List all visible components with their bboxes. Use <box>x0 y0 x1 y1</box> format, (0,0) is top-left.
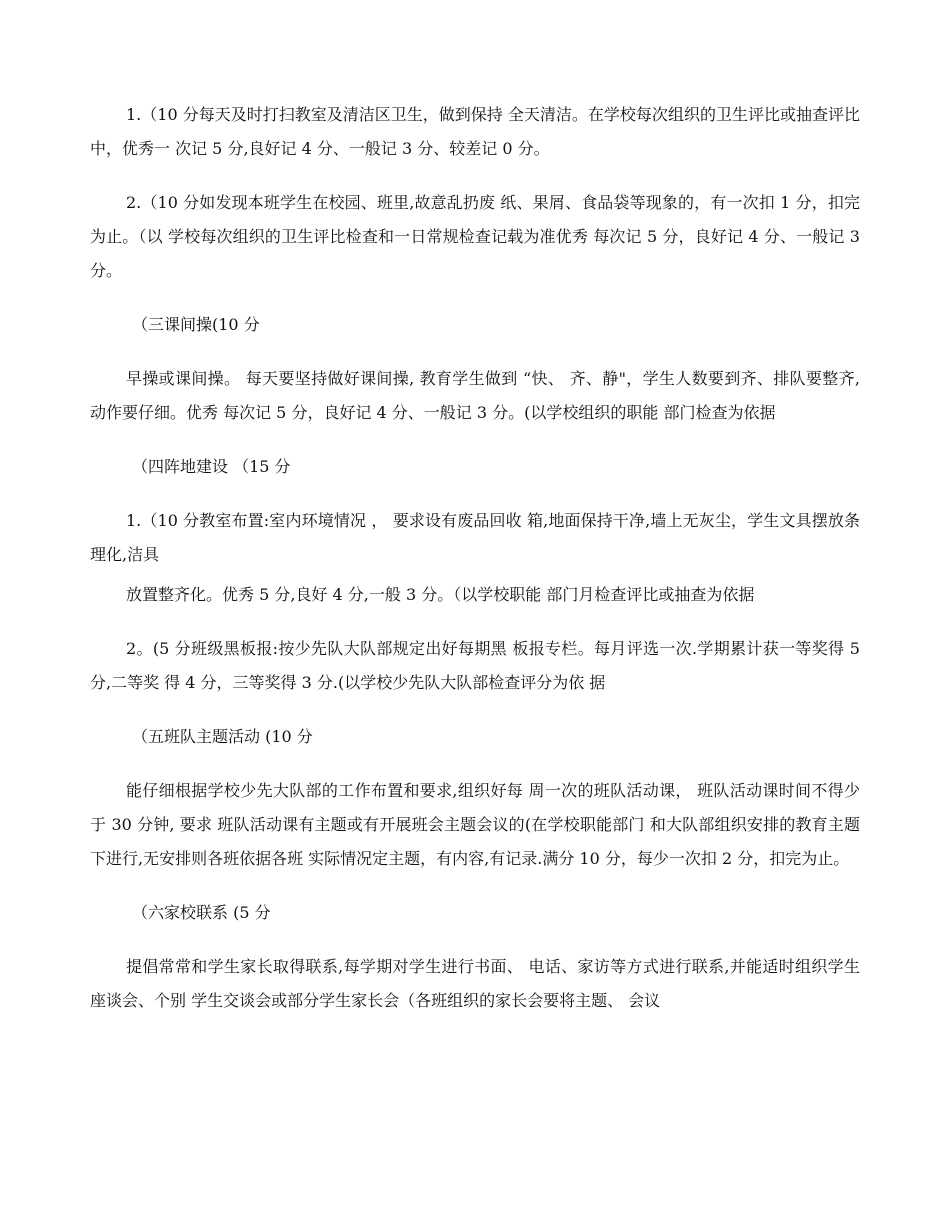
paragraph-blackboard: 2。(5 分班级黑板报:按少先队大队部规定出好每期黑 板报专栏。每月评选一次.学期累计获一等奖得 5 分,二等奖 得 4 分，三等奖得 3 分.(以学校少先队大队部检查评分为依 据 <box>90 639 860 692</box>
paragraph-classroom-layout: 1.（10 分教室布置:室内环境情况 ， 要求设有废品回收 箱,地面保持干净,墙上无灰尘，学生文具摆放条理化,洁具 <box>90 511 860 564</box>
paragraph-class-activity: 能仔细根据学校少先大队部的工作布置和要求,组织好每 周一次的班队活动课， 班队活动课时间不得少于 30 分钟, 要求 班队活动课有主题或有开展班会主题会议的(在学校职能部门 和大队部组织安排的教育主题下进行,无安排则各班依据各班 实际情况定主题，有内容,有记录.满分 10 分，每少一次扣 2 分，扣完为止。 <box>90 781 860 868</box>
paragraph-sanitation-1: 1.（10 分每天及时打扫教室及清洁区卫生，做到保持 全天清洁。在学校每次组织的卫生评比或抽查评比中，优秀一 次记 5 分,良好记 4 分、一般记 3 分、较差记 0 分。 <box>90 105 860 158</box>
section-heading-exercise: （三课间操(10 分 <box>132 315 260 334</box>
paragraph-classroom-scoring: 放置整齐化。优秀 5 分,良好 4 分,一般 3 分。（以学校职能 部门月检查评比或抽查为依据 <box>126 585 755 604</box>
paragraph-sanitation-2: 2.（10 分如发现本班学生在校园、班里,故意乱扔废 纸、果屑、食品袋等现象的，有一次扣 1 分，扣完为止。（以 学校每次组织的卫生评比检查和一日常规检查记载为准优秀 每次记 5 分，良好记 4 分、一般记 3 分。 <box>90 193 860 280</box>
paragraph-home-school: 提倡常常和学生家长取得联系,每学期对学生进行书面、 电话、家访等方式进行联系,并能适时组织学生座谈会、个别 学生交谈会或部分学生家长会（各班组织的家长会要将主题、 会议 <box>90 957 860 1010</box>
section-heading-class-activity: （五班队主题活动 (10 分 <box>132 727 313 746</box>
section-heading-home-school: （六家校联系 (5 分 <box>132 903 271 922</box>
section-heading-classroom: （四阵地建设 （15 分 <box>132 457 291 476</box>
paragraph-exercise: 早操或课间操。 每天要坚持做好课间操, 教育学生做到 “快、 齐、静"，学生人数要到齐、排队要整齐,动作要仔细。优秀 每次记 5 分，良好记 4 分、一般记 3 分。(以学校组织的职能 部门检查为依据 <box>90 369 860 422</box>
